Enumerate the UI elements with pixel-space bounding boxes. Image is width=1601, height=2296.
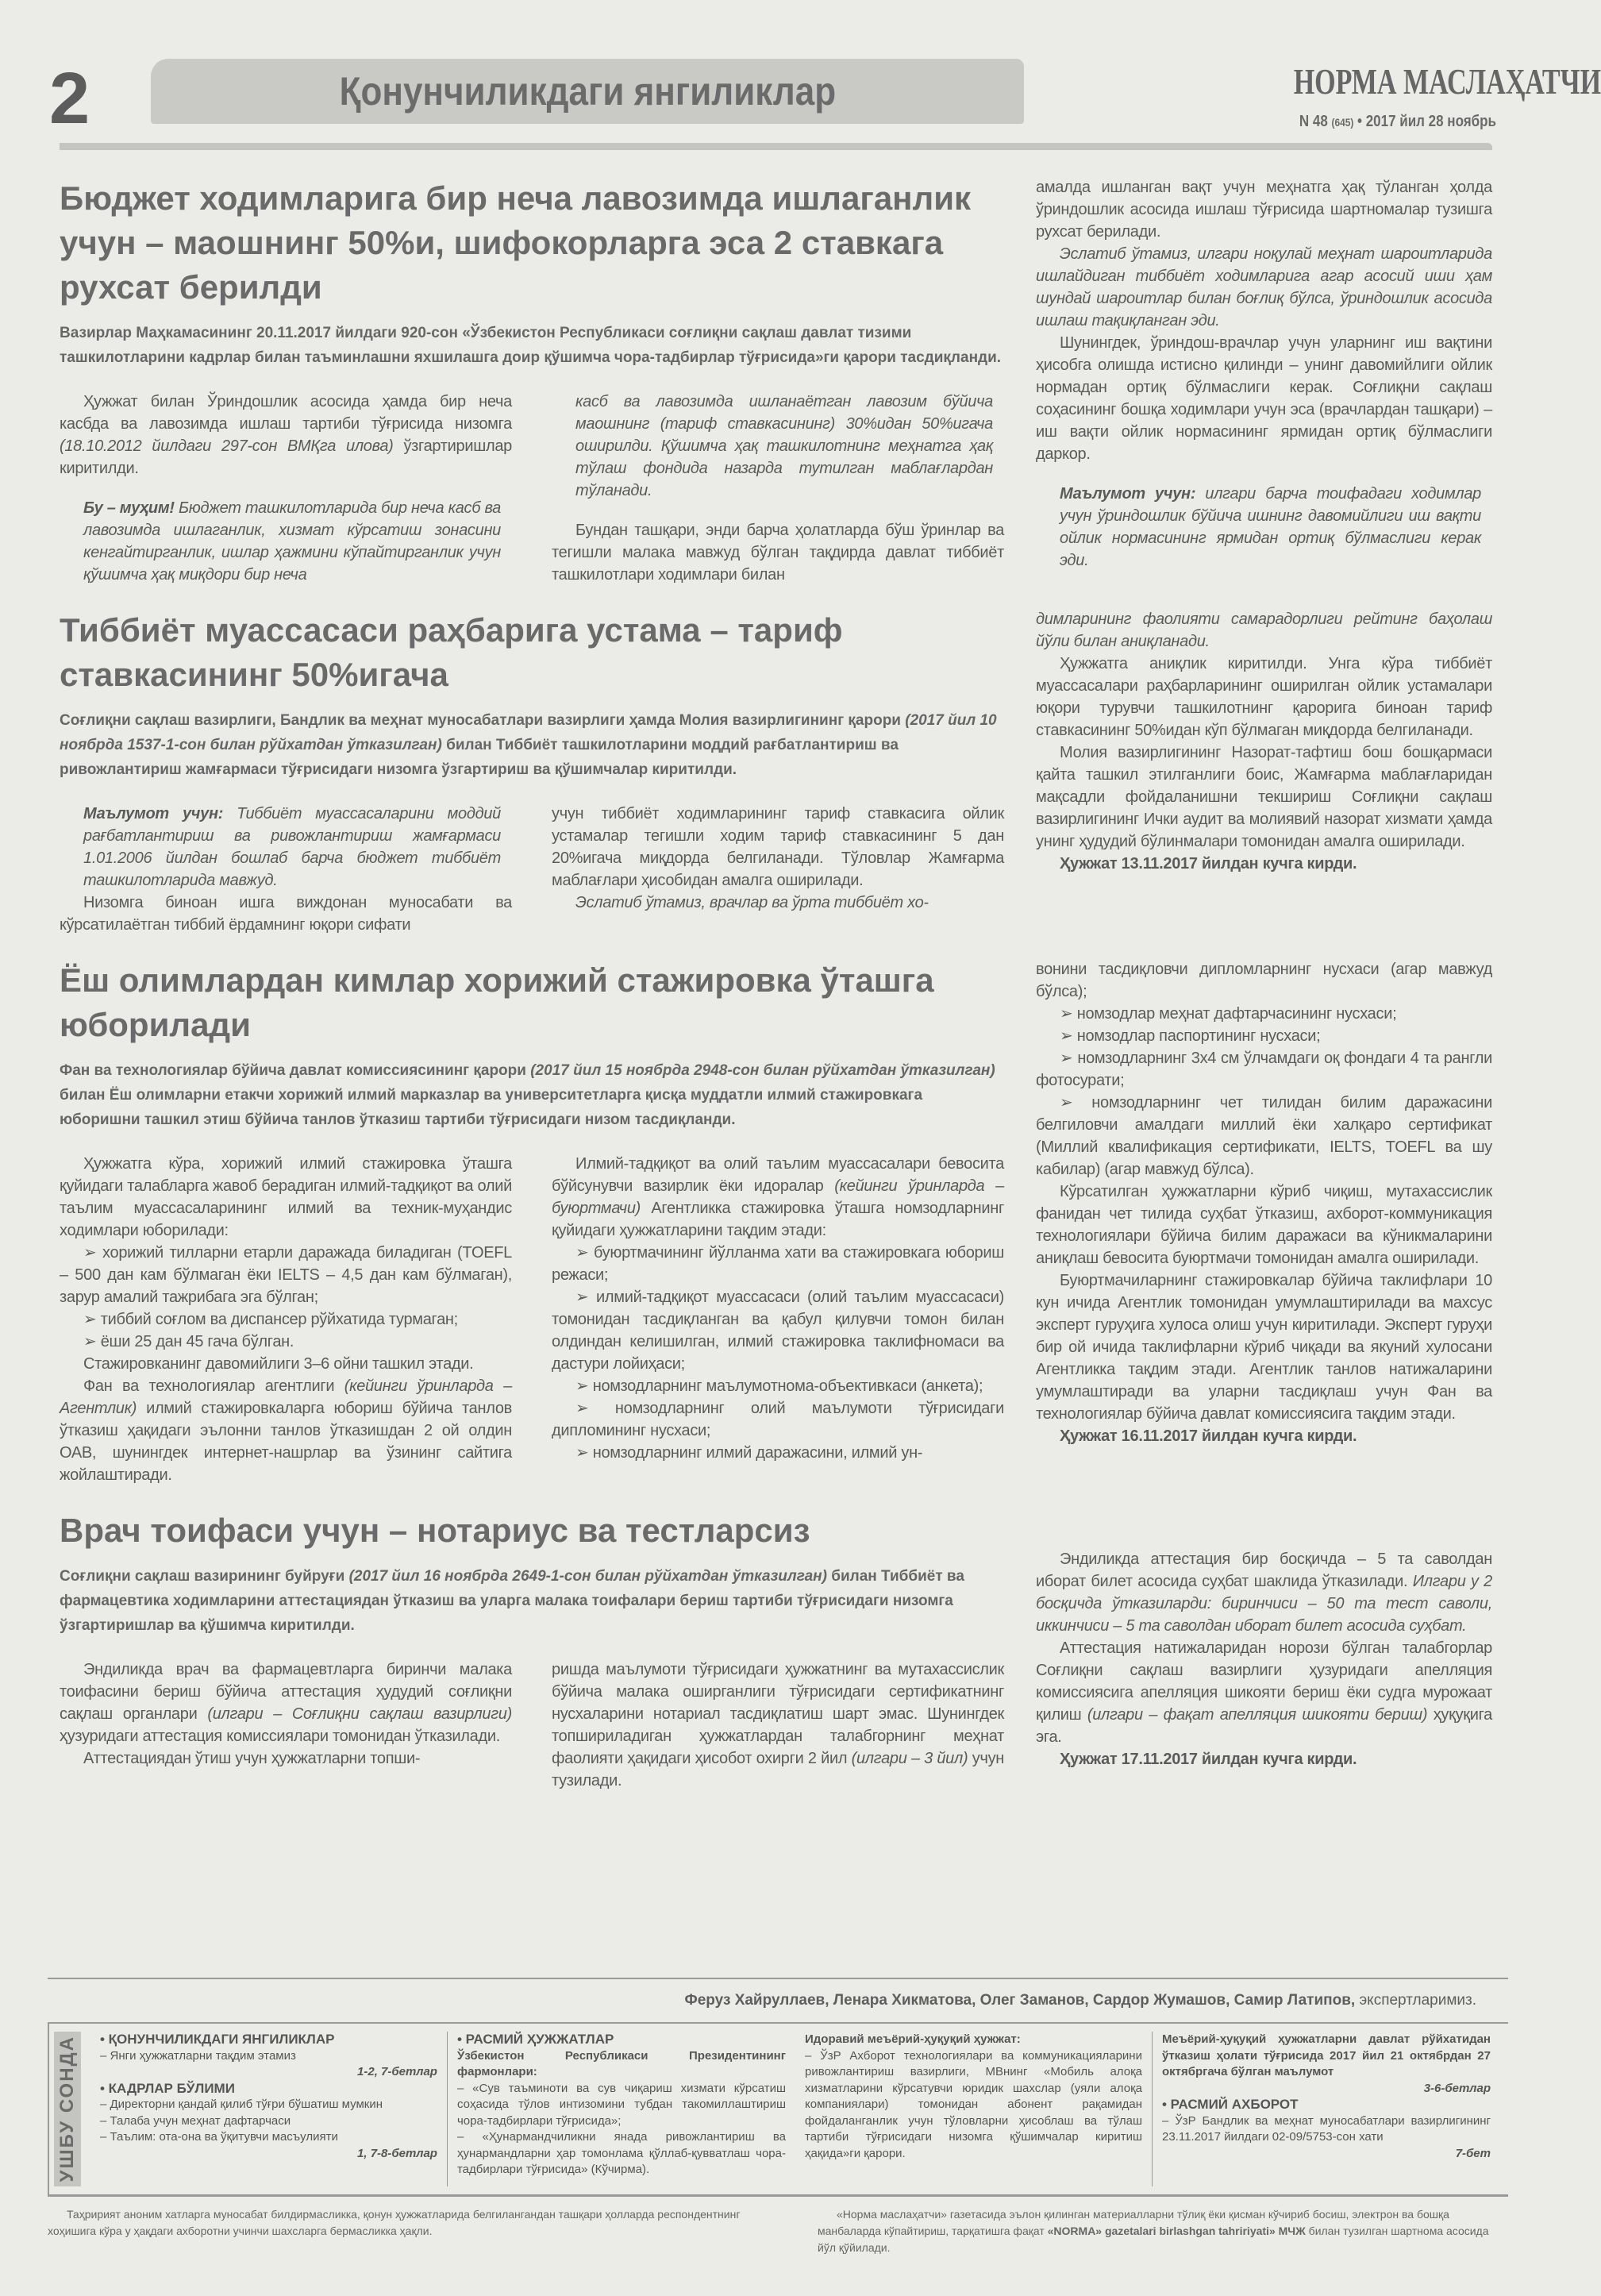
text-run: «NORMA» gazetalari birlashgan tahririyati» МЧЖ	[1047, 2225, 1306, 2237]
article-column	[60, 391, 512, 586]
info-note	[83, 497, 501, 586]
text-run: Шунингдек, ўриндош-врачлар учун уларнинг иш вақтини ҳисобга олишда истисно қилинди – унинг давомийлиги ойлик нормадан ортиқ бўлмаслиги керак. Соғлиқни сақлаш соҳасининг бошқа ходимлари учун эса (врачлардан ташқари) – иш вақти ойлик нормасининг ярмидан ортиқ бўлмаслиги даркор.	[1036, 334, 1492, 463]
issue-date: • 2017 йил 28 ноябрь	[1357, 113, 1496, 130]
section-banner	[151, 59, 1024, 124]
text-run: (2017 йил 10 ноябрда 1537-1-сон билан рўйхатдан ўтказилган)	[60, 712, 997, 753]
article	[60, 958, 1492, 1486]
paragraph	[1036, 243, 1492, 332]
contents-heading: • РАСМИЙ АХБОРОТ	[1161, 2097, 1299, 2112]
text-run: (2017 йил 15 ноябрда 2948-сон билан рўйхатдан ўтказилган)	[530, 1062, 995, 1079]
text-run: Маълумот учун:	[1060, 485, 1196, 503]
contents-pages: 7-бет	[1455, 2146, 1491, 2160]
text-run: ➢ номзодларнинг чет тилидан билим даражасини белгиловчи амалдаги миллий ёки халқаро сертификат (Миллий квалификация сертификати, IELTS, TOEFL ва шу кабилар) (агар мавжуд бўлса).	[1036, 1094, 1492, 1178]
text-run: ришда маълумоти тўғрисидаги ҳужжатнинг ва мутахассислик бўйича малака оширганлиги тўғрисидаги сертификатнинг нусхаларини нотариал тасдиқлатиш шарт эмас. Шунингдек топшириладиган ҳужжатлардан талабгорнинг меҳнат фаолияти ҳақидаги ҳисобот охирги 2 йил	[552, 1661, 1004, 1767]
text-run: ➢ номзодларнинг олий маълумоти тўғрисидаги дипломининг нусхаси;	[552, 1400, 1004, 1439]
issue-total: (645)	[1331, 116, 1354, 129]
article	[60, 608, 1492, 936]
contents-sub: Ўзбекистон Республикаси Президентининг фармонлари:	[456, 2048, 786, 2078]
text-run: Бюджет ташкилотларида бир неча касб ва лавозимда ишлаганлик, хизмат кўрсатиш зонасини кенгайтирганлик, ишлар ҳажмини кўпайтирганлик учун қўшимча ҳақ миқдори бир неча	[83, 499, 501, 584]
section-title: Қонунчиликдаги янгиликлар	[339, 69, 836, 114]
article-lead	[60, 1058, 1004, 1132]
paragraph	[1036, 853, 1492, 875]
text-run: Фан ва технологиялар агентлиги	[83, 1377, 344, 1395]
contents-column	[1152, 2032, 1500, 2186]
article-column	[60, 803, 512, 936]
article-column	[60, 1658, 512, 1770]
paragraph	[552, 892, 1004, 914]
authors-line	[48, 1992, 1476, 2009]
article-title: Врач тоифаси учун – нотариус ва тестларсиз	[60, 1512, 810, 1549]
text-run: Маълумот учун:	[83, 805, 224, 822]
contents-heading: • РАСМИЙ ҲУЖЖАТЛАР	[456, 2032, 614, 2047]
info-note	[1060, 483, 1481, 572]
text-run: Илгари у 2 босқичда ўтказиларди: биринчиси – 50 та тест саволи, иккинчиси – 5 та саволдан иборат билет асосида суҳбат.	[1036, 1573, 1492, 1635]
paragraph	[60, 391, 512, 480]
text-run: Эслатиб ўтамиз, врачлар ва ўрта тиббиёт хо-	[575, 894, 929, 911]
text-run: Аттестациядан ўтиш учун ҳужжатларни топши-	[83, 1750, 421, 1767]
paragraph	[1036, 1025, 1492, 1047]
article-lead	[60, 708, 1004, 782]
text-run: Илмий-тадқиқот ва олий таълим муассасалари бевосита бўйсунувчи вазирлик ёки идоралар	[552, 1155, 1004, 1195]
paragraph	[1036, 1003, 1492, 1025]
contents-item: – Янги ҳужжатларни тақдим этамиз	[100, 2048, 296, 2063]
paragraph	[1036, 653, 1492, 742]
paragraph	[1036, 1269, 1492, 1425]
footer-text	[818, 2206, 1508, 2256]
article-column	[1036, 958, 1492, 1447]
contents-heading: • ҚОНУНЧИЛИКДАГИ ЯНГИЛИКЛАР	[100, 2032, 335, 2047]
paragraph	[552, 1397, 1004, 1442]
text-run: вонини тасдиқловчи дипломларнинг нусхаси (агар мавжуд бўлса);	[1036, 961, 1492, 1000]
paragraph	[60, 1353, 512, 1375]
page-bottom	[0, 1962, 1553, 2296]
text-run: ➢ номзодлар меҳнат дафтарчасининг нусхаси;	[1060, 1005, 1397, 1023]
paragraph	[552, 1442, 1004, 1464]
article-column	[1036, 608, 1492, 875]
article	[60, 1508, 1492, 1792]
text-run: Фан ва технологиялар бўйича давлат комиссиясининг қарори	[60, 1062, 531, 1079]
text-run: ➢ илмий-тадқиқот муассасаси (олий таълим муассасаси) томонидан тасдиқланган ва қабул қилувчи томон билан олдиндан келишилган, илмий стажировка таклифномаси ва дастури лойиҳаси;	[552, 1289, 1004, 1373]
article-column	[1036, 176, 1492, 572]
footer	[48, 2206, 1508, 2256]
text-run: Бу – муҳим!	[83, 499, 175, 517]
author-names: Феруз Хайруллаев, Ленара Хикматова, Олег Заманов, Сардор Жумашов, Самир Латипов,	[684, 1992, 1356, 2009]
article-lead	[60, 321, 1004, 370]
divider	[48, 1978, 1508, 1979]
text-run: ➢ хорижий тилларни етарли даражада биладиган (TOEFL – 500 дан кам бўлмаган ёки IELTS – 4,5 дан кам бўлмаган), зарур амалий тажрибага эга бўлган;	[60, 1244, 512, 1306]
text-run: билан Ёш олимларни етакчи хорижий илмий марказлар ва университетларга қисқа муддатли илмий стажировкага юборишни ташкил этиш бўйича танлов ўтказиш тартиби тўғрисидаги низом тасдиқланди.	[60, 1087, 923, 1128]
text-run: ўзгартиришлар киритилди.	[60, 437, 512, 477]
article-column	[60, 1153, 512, 1486]
paragraph	[552, 1286, 1004, 1375]
contents-sub: Меъёрий-ҳуқуқий ҳужжатларни давлат рўйхатидан ўтказиш ҳолати тўғрисида 2017 йил 21 октябрдан 27 октябргача бўлган маълумот	[1161, 2032, 1491, 2078]
text-run: Аттестация натижаларидан норози бўлган талабгорлар Соғлиқни сақлаш вазирлиги ҳузуридаги апелляция комиссиясига апелляция шикояти бериш ёки судга мурожаат қилиш	[1036, 1639, 1492, 1724]
text-run: «Норма маслаҳатчи» газетасида эълон қилинган материалларни тўлиқ ёки қисман кўчириб босиш, электрон ва бошқа манбаларда кўпайтириш, тарқатишга фақат	[818, 2208, 1449, 2237]
text-run: Ҳужжат 17.11.2017 йилдан кучга кирди.	[1060, 1751, 1357, 1768]
text-run: илмий стажировкаларга юбориш бўйича танлов ўтказиш ҳақидаги эълонни танлов ўтказишдан 2 ой олдин ОАВ, шунингдек интернет-нашрлар ва ўзининг сайтига жойлаштиради.	[60, 1400, 512, 1484]
text-run: Буюртмачиларнинг стажировкалар бўйича таклифлари 10 кун ичида Агентлик томонидан умумлаштирилади ва махсус эксперт гуруҳига хулоса олиш учун киритилади. Эксперт гуруҳи бир ой ичида таклифларни кўриб чиқади ва якуний хулосани Агентликка тақдим этади. Агентлик танлов натижаларини умумлаштиради ва уларни тасдиқлаш учун Фан ва технологиялар бўйича давлат комиссиясига тақдим этади.	[1036, 1272, 1492, 1423]
paragraph	[60, 1308, 512, 1331]
text-run: (илгари – Соғлиқни сақлаш вазирлиги)	[207, 1705, 512, 1723]
paragraph	[1036, 742, 1492, 853]
paragraph	[1036, 1047, 1492, 1092]
paragraph	[1036, 332, 1492, 465]
text-run: (кейинги ўринларда – буюртмачи)	[552, 1177, 1004, 1217]
paragraph	[1036, 958, 1492, 1003]
text-run: Ҳужжат 13.11.2017 йилдан кучга кирди.	[1060, 855, 1357, 873]
text-run: (илгари – 3 йил)	[851, 1750, 968, 1767]
paragraph	[552, 1658, 1004, 1792]
text-run: (илгари – фақат апелляция шикояти бериш)	[1087, 1706, 1428, 1724]
text-run: ➢ номзодларнинг илмий даражасини, илмий ун-	[575, 1444, 923, 1462]
text-run: касб ва лавозимда ишланаётган лавозим бўйича маошнинг (тариф ставкасининг) 30%идан 50%игача оширилди. Қўшимча ҳақ ташкилотнинг меҳнатга ҳақ тўлаш фондида назарда тутилган маблағлардан тўланади.	[575, 393, 993, 499]
info-note	[575, 391, 993, 502]
newspaper-name: НОРМА МАСЛАҲАТЧИ	[1293, 61, 1601, 102]
paragraph	[552, 1153, 1004, 1242]
text-run: ҳуқуқига эга.	[1036, 1706, 1492, 1746]
info-note	[83, 803, 501, 892]
text-run: димларининг фаолияти самарадорлиги рейтинг баҳолаш йўли билан аниқланади.	[1036, 611, 1492, 650]
text-run: Ҳужжатга кўра, хорижий илмий стажировка ўташга қуйидаги талабларга жавоб берадиган илмий-тадқиқот ва олий таълим муассасаларининг илмий ва техник-муҳандис ходимлари юборилади:	[60, 1155, 512, 1239]
paragraph	[60, 892, 512, 936]
text-run: ➢ номзодлар паспортининг нусхаси;	[1060, 1027, 1321, 1045]
article-column	[552, 803, 1004, 914]
text-run: Бундан ташқари, энди барча ҳолатларда бўш ўринлар ва тегишли малака мавжуд бўлган тақдирда давлат тиббиёт ташкилотлари ходимлари билан	[552, 522, 1004, 584]
paragraph	[1036, 1748, 1492, 1770]
page-number: 2	[49, 58, 90, 139]
paragraph	[1036, 608, 1492, 653]
contents-item: – ЎзР Ахборот технологиялари ва коммуникацияларини ривожлантириш вазирлиги, МВнинг «Мобиль алоқа хизматларини кўрсатувчи юридик шахслар (уяли алоқа компаниялари) томонидан абонент рақамидан фойдаланганлик учун тўловларни ҳисоблаш ва тўлаш тартиби тўғрисидаги низомга қўшимчалар киритиш ҳақида»ги қарори.	[805, 2048, 1142, 2160]
authors-suffix: экспертларимиз.	[1355, 1992, 1476, 2009]
text-run: Вазирлар Маҳкамасининг 20.11.2017 йилдаги 920-сон «Ўзбекистон Республикаси соғлиқни сақлаш давлат тизими ташкилотларини кадрлар билан таъминлашни яхшилашга доир қўшимча чора-тадбирлар тўғрисида»ги қарори тасдиқланди.	[60, 325, 1002, 366]
paragraph	[1036, 1548, 1492, 1637]
article-column	[1036, 1508, 1492, 1770]
footer-disclaimer	[48, 2206, 778, 2256]
text-run: ➢ номзодларнинг 3x4 см ўлчамдаги оқ фондаги 4 та рангли фотосурати;	[1036, 1050, 1492, 1089]
text-run: Агентликка стажировка ўташга номзодларнинг қуйидаги ҳужжатларини тақдим этади:	[552, 1200, 1004, 1239]
text-run: Соғлиқни сақлаш вазирининг буйруғи	[60, 1568, 349, 1585]
contents-item: – «Ҳунармандчиликни янада ривожлантириш ва ҳунармандларни ҳар томонлама қўллаб-қувватлаш чора-тадбирлари тўғрисида» (Кўчирма).	[456, 2130, 786, 2176]
text-run: Низомга биноан ишга виждонан муносабати ва кўрсатилаётган тиббий ёрдамнинг юқори сифати	[60, 894, 512, 934]
contents-item: – Таълим: ота-она ва ўқитувчи масъулияти	[100, 2130, 338, 2144]
text-run: Кўрсатилган ҳужжатларни кўриб чиқиш, мутахассислик фанидан чет тилида суҳбат ўтказиш, ахборот-коммуникация технологиялари бўйича билим даражаси ва кўникмаларини аниқлаш бевосита буюртмачи томонидан амалга оширилади.	[1036, 1183, 1492, 1267]
paragraph	[60, 1375, 512, 1486]
paragraph	[60, 1242, 512, 1308]
header-rule	[60, 143, 1492, 150]
contents-pages: 1-2, 7-бетлар	[357, 2065, 437, 2078]
text-run: Эндиликда аттестация бир босқичда – 5 та саволдан иборат билет асосида суҳбат шаклида ўтказилади.	[1036, 1551, 1492, 1590]
footer-text	[48, 2206, 778, 2240]
issue-line	[1264, 113, 1496, 131]
text-run: ➢ тиббий соғлом ва диспансер рўйхатида турмаган;	[83, 1311, 458, 1328]
text-run: Эндиликда врач ва фармацевтларга биринчи малака тоифасини бериш бўйича аттестация ҳудудий соғлиқни сақлаш органлари	[60, 1661, 512, 1723]
contents-column	[447, 2032, 795, 2186]
paragraph	[552, 1375, 1004, 1397]
text-run: билан Тиббиёт ташкилотларини моддий рағбатлантириш ва ривожлантириш жамғармаси тўғрисидаги низомга ўзгартириш ва қўшимчалар киритилди.	[60, 737, 899, 778]
paragraph	[552, 803, 1004, 892]
contents-column	[795, 2032, 1152, 2186]
contents-heading: • КАДРЛАР БЎЛИМИ	[100, 2080, 235, 2096]
paragraph	[1036, 176, 1492, 243]
article-lead	[60, 1564, 1004, 1638]
text-run: ➢ ёши 25 дан 45 гача бўлган.	[83, 1333, 294, 1350]
text-run: илгари барча тоифадаги ходимлар учун ўриндошлик бўйича ишнинг давомийлиги иш вақти ойлик нормасининг ярмидан ортиқ бўлмаслиги керак эди.	[1060, 485, 1481, 569]
issue-number: N 48	[1299, 113, 1328, 130]
article-column	[552, 1658, 1004, 1792]
contents-item: – Талаба учун меҳнат дафтарчаси	[100, 2113, 291, 2128]
text-run: ➢ номзодларнинг маълумотнома-объективкаси (анкета);	[575, 1377, 983, 1395]
text-run: Таҳририят аноним хатларга муносабат билдирмасликка, қонун ҳужжатларида белгилангандан ташқари ҳолларда респондентнинг хоҳишига кўра у ҳақдаги ахборотни учинчи шахсларга бермасликка ҳақли.	[48, 2208, 741, 2237]
text-run: Молия вазирлигининг Назорат-тафтиш бош бошқармаси қайта ташкил этилганлиги боис, Жамғарма маблағларидан мақсадли фойдаланишни текшириш Соғлиқни сақлаш вазирлигининг Ички аудит ва молиявий назорат хизмати ҳамда унинг ҳудудий бўлинмалари томонидан амалга оширилади.	[1036, 744, 1492, 850]
paragraph	[1036, 1425, 1492, 1447]
text-run: (2017 йил 16 ноябрда 2649-1-сон билан рўйхатдан ўтказилган)	[348, 1568, 827, 1585]
text-run: Тиббиёт муассасаларини моддий рағбатлантириш ва ривожлантириш жамғармаси 1.01.2006 йилдан бошлаб барча бюджет тиббиёт ташкилотларида мавжуд.	[83, 805, 501, 889]
text-run: ➢ буюртмачининг йўлланма хати ва стажировкага юбориш режаси;	[552, 1244, 1004, 1284]
text-run: Ҳужжатга аниқлик киритилди. Унга кўра тиббиёт муассасалари раҳбарларининг оширилган ойлик устамалари юқори турувчи ташкилотнинг қарорига биноан тариф ставкасининг 50%идан кўп бўлмаган миқдорда белгиланади.	[1036, 655, 1492, 739]
contents-item: – «Сув таъминоти ва сув чиқариш хизмати кўрсатиш соҳасида тўлов интизомини тубдан такомиллаштириш чора-тадбирлари тўғрисида»;	[456, 2081, 786, 2128]
contents-pages: 1, 7-8-бетлар	[357, 2146, 437, 2160]
text-run: Эслатиб ўтамиз, илгари ноқулай меҳнат шароитларида ишлайдиган тиббиёт ходимларига агар асосий иши ҳам шундай шароитлар билан боғлиқ бўлса, ўриндошлик асосида ишлаш тақиқланган эди.	[1036, 245, 1492, 329]
text-run: учун тузилади.	[552, 1750, 1005, 1789]
article-column	[552, 1153, 1004, 1464]
masthead	[1222, 61, 1601, 131]
contents-item: – ЎзР Бандлик ва меҳнат муносабатлари вазирлигининг 23.11.2017 йилдаги 02-09/5753-сон хати	[1161, 2113, 1491, 2144]
text-run: Ҳужжат 16.11.2017 йилдан кучга кирди.	[1060, 1427, 1357, 1445]
article-column	[552, 391, 1004, 586]
text-run: билан Тиббиёт ва фармацевтика ходимларини аттестациядан ўтказиш ва уларга малака тоифалари бериш тартиби тўғрисидаги низомга ўзгартиришлар ва қўшимча киритилди.	[60, 1568, 964, 1634]
footer-copyright	[818, 2206, 1508, 2256]
contents-box	[48, 2022, 1508, 2197]
paragraph	[552, 519, 1004, 586]
text-run: Стажировканинг давомийлиги 3–6 ойни ташкил этади.	[83, 1355, 474, 1373]
paragraph	[1036, 1637, 1492, 1748]
text-run: учун тиббиёт ходимларининг тариф ставкасига ойлик устамалар тегишли ходим тариф ставкасининг 5 дан 20%игача миқдорда белгиланади. Тўловлар Жамғарма маблағлари ҳисобидан амалга оширилади.	[552, 805, 1004, 889]
paragraph	[1036, 1181, 1492, 1269]
paragraph	[552, 1242, 1004, 1286]
paragraph	[60, 1658, 512, 1747]
article-title: Ёш олимлардан кимлар хорижий стажировка ўташга юборилади	[60, 961, 934, 1043]
paragraph	[60, 1331, 512, 1353]
paragraph	[60, 1153, 512, 1242]
contents-pages: 3-6-бетлар	[1423, 2081, 1491, 2095]
text-run: (18.10.2012 йилдаги 297-сон ВМҚга илова)	[60, 437, 394, 455]
article-title: Бюджет ходимларига бир неча лавозимда ишлаганлик учун – маошнинг 50%и, шифокорларга эса 2 ставкага рухсат берилди	[60, 179, 972, 306]
article	[60, 176, 1492, 586]
paragraph	[1036, 1092, 1492, 1181]
text-run: ҳузуридаги аттестация комиссиялари томонидан ўтказилади.	[60, 1728, 500, 1745]
contents-sub: Идоравий меъёрий-ҳуқуқий ҳужжат:	[805, 2032, 1021, 2046]
text-run: (кейинги ўринларда – Агентлик)	[60, 1377, 512, 1417]
text-run: амалда ишланган вақт учун меҳнатга ҳақ тўланган ҳолда ўриндошлик асосида ишлаш тўғрисида шартномалар тузишга рухсат берилади.	[1036, 179, 1492, 241]
contents-label-text: УШБУ СОНДА	[56, 2036, 78, 2182]
contents-item: – Директорни қандай қилиб тўғри бўшатиш мумкин	[100, 2098, 383, 2111]
text-run: Ҳужжат билан Ўриндошлик асосида ҳамда бир неча касбда ва лавозимда ишлаш тартиби тўғрисида низомга	[60, 393, 512, 433]
contents-column	[90, 2032, 447, 2186]
paragraph	[60, 1747, 512, 1770]
contents-label	[54, 2032, 81, 2186]
article-title: Тиббиёт муассасаси раҳбарига устама – тариф ставкасининг 50%игача	[60, 611, 843, 693]
text-run: билан тузилган шартнома асосида йўл қўйилади.	[818, 2225, 1489, 2254]
text-run: Соғлиқни сақлаш вазирлиги, Бандлик ва меҳнат муносабатлари вазирлиги ҳамда Молия вазирлигининг қарори	[60, 712, 906, 729]
